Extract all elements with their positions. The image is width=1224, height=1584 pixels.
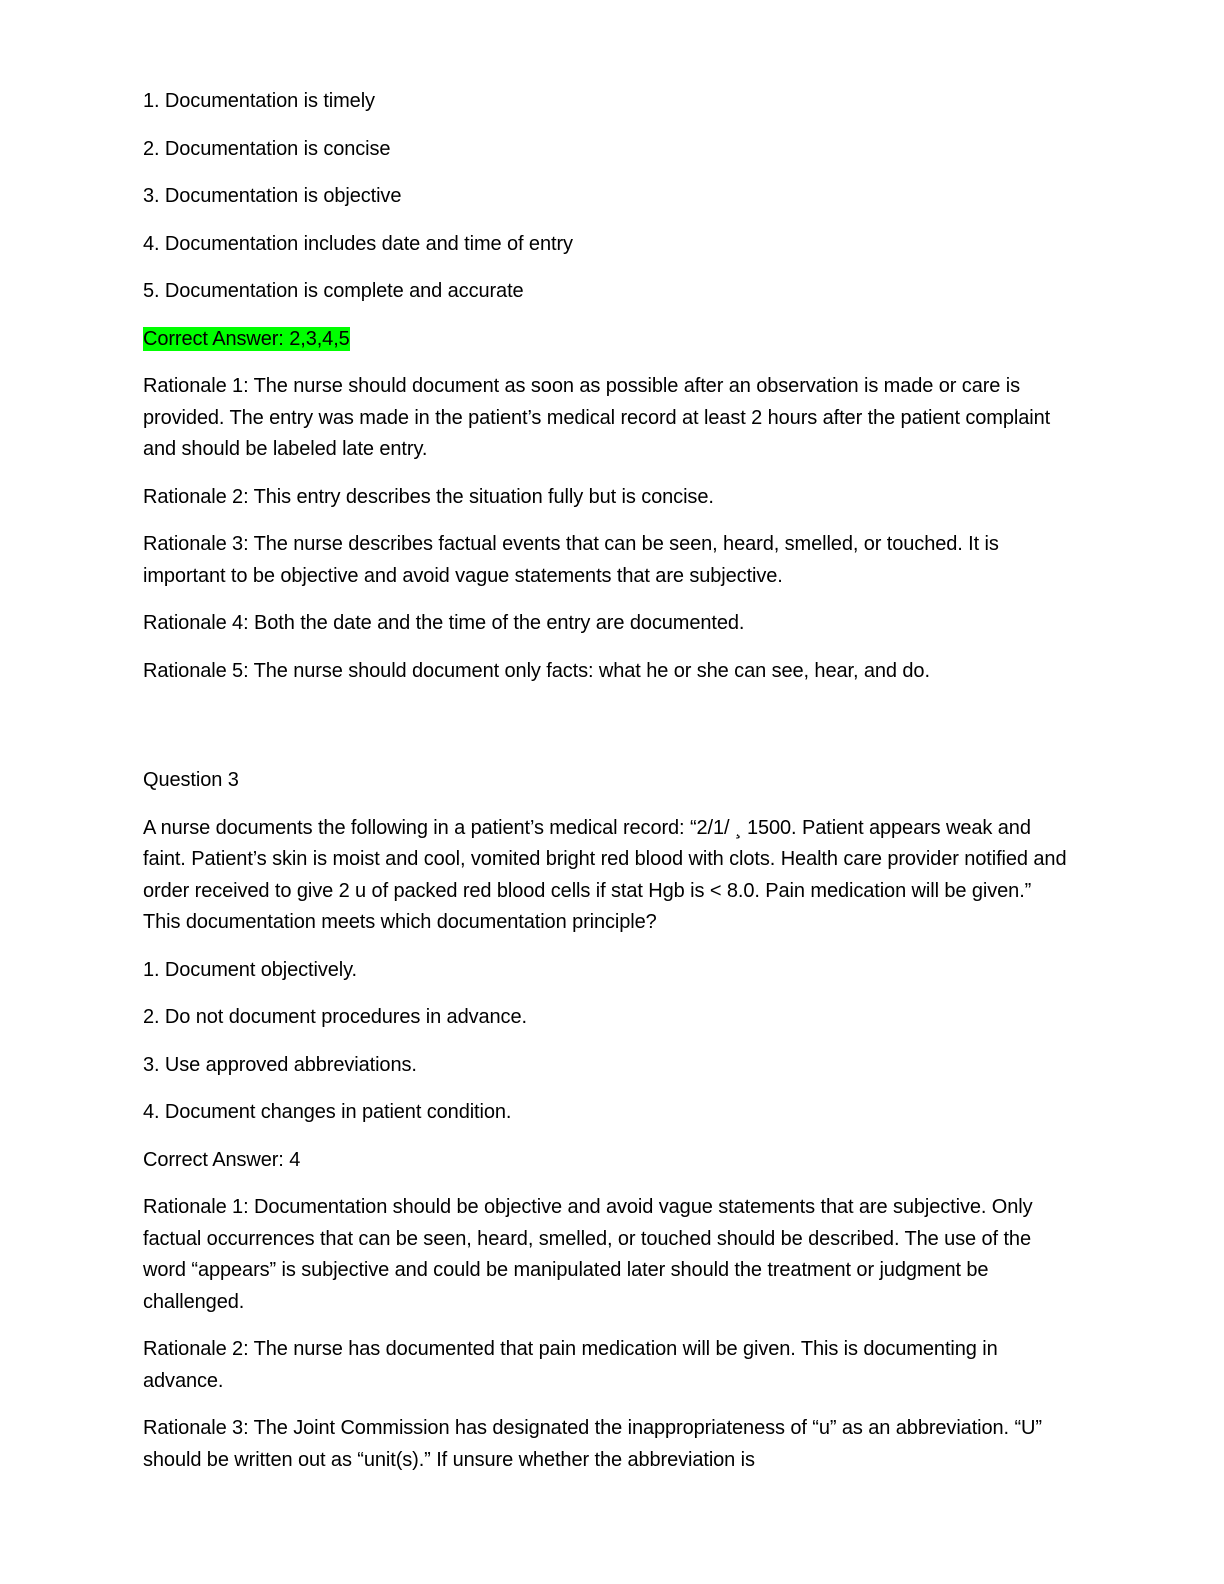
q2-correct-answer: Correct Answer: 2,3,4,5 xyxy=(143,327,350,350)
q3-rationale-1: Rationale 1: Documentation should be objective and avoid vague statements that are subjective. Only factual occurrences that can be seen, heard, smelled, or touched should be described. The use of the word “appears” is subjective and could be manipulated later should the treatment or judgment be challenged. xyxy=(143,1196,1033,1313)
q3-question-text: A nurse documents the following in a patient’s medical record: “2/1/ ¸ 1500. Patient appears weak and faint. Patient’s skin is moist and cool, vomited bright red blood with clots. Health care provider notified and order received to give 2 u of packed red blood cells if stat Hgb is < 8.0. Pain medication will be given.” This documentation meets which documentation principle? xyxy=(143,816,1067,933)
q3-option-1: 1. Document objectively. xyxy=(143,958,357,981)
q2-rationale-5: Rationale 5: The nurse should document only facts: what he or she can see, hear, and do. xyxy=(143,659,930,682)
q3-option-2: 2. Do not document procedures in advance. xyxy=(143,1006,527,1028)
q2-option-5: 5. Documentation is complete and accurate xyxy=(143,280,524,302)
q3-correct-answer: Correct Answer: 4 xyxy=(143,1148,301,1171)
q2-rationale-2: Rationale 2: This entry describes the situation fully but is concise. xyxy=(143,485,714,508)
q2-correct-answer-line xyxy=(143,324,1073,356)
q3-heading: Question 3 xyxy=(143,769,239,791)
q2-option-3: 3. Documentation is objective xyxy=(143,185,402,207)
document-page xyxy=(143,86,1073,1492)
q2-rationale-1: Rationale 1: The nurse should document as soon as possible after an observation is made or care is provided. The entry was made in the patient’s medical record at least 2 hours after the patient complaint and should be labeled late entry. xyxy=(143,375,1051,460)
q2-option-2: 2. Documentation is concise xyxy=(143,137,391,160)
q2-rationale-4: Rationale 4: Both the date and the time of the entry are documented. xyxy=(143,612,745,634)
q2-option-4: 4. Documentation includes date and time of entry xyxy=(143,232,573,255)
q3-rationale-2: Rationale 2: The nurse has documented that pain medication will be given. This is documenting in advance. xyxy=(143,1338,998,1392)
q3-option-4: 4. Document changes in patient condition. xyxy=(143,1101,512,1123)
q2-option-1: 1. Documentation is timely xyxy=(143,90,375,112)
section-spacer xyxy=(143,703,1073,765)
q3-rationale-3: Rationale 3: The Joint Commission has designated the inappropriateness of “u” as an abbreviation. “U” should be written out as “unit(s).” If unsure whether the abbreviation is xyxy=(143,1417,1042,1471)
q3-option-3: 3. Use approved abbreviations. xyxy=(143,1053,417,1076)
q2-rationale-3: Rationale 3: The nurse describes factual events that can be seen, heard, smelled, or touched. It is important to be objective and avoid vague statements that are subjective. xyxy=(143,533,999,587)
